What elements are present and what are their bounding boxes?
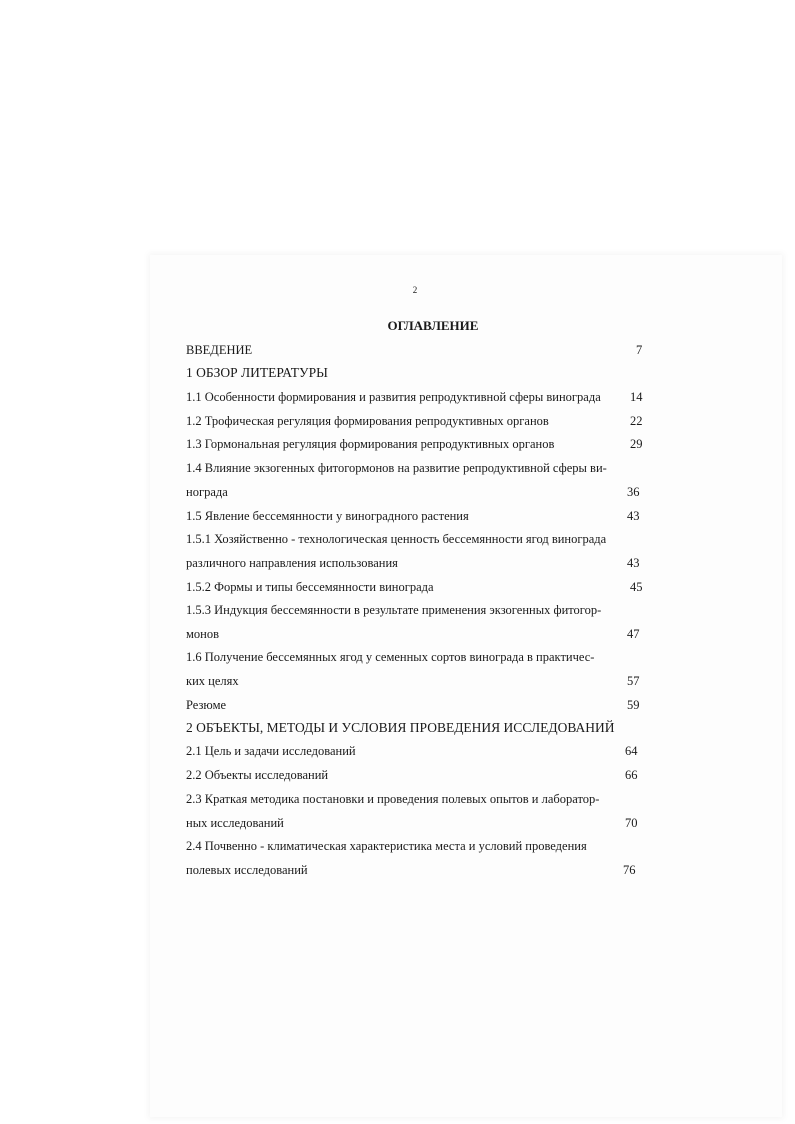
toc-line-text: 2.2 Объекты исследований	[186, 768, 329, 782]
page-number: 2	[412, 285, 418, 295]
toc-line-text: 2.1 Цель и задачи исследований	[186, 744, 356, 758]
toc-line-text: 1.5.2 Формы и типы бессемянности винограда	[186, 580, 434, 594]
toc-line	[186, 861, 646, 879]
toc-line	[186, 578, 646, 596]
toc-line	[186, 766, 646, 784]
toc-line-page: 64	[625, 744, 638, 758]
toc-line-page: 36	[627, 485, 640, 499]
toc-line-page: 22	[630, 414, 643, 428]
toc-line-text: 1.1 Особенности формирования и развития репродуктивной сферы винограда	[186, 390, 601, 404]
toc-line-text: 2.4 Почвенно - климатическая характеристика места и условий проведения	[186, 839, 587, 853]
toc-line-page: 14	[630, 390, 643, 404]
toc-line	[186, 412, 646, 430]
toc-line	[186, 459, 646, 477]
toc-title: ОГЛАВЛЕНИЕ	[387, 318, 479, 333]
toc-line	[186, 648, 646, 666]
toc-line-text: монов	[186, 627, 220, 641]
toc-line-text: 1.4 Влияние экзогенных фитогормонов на развитие репродуктивной сферы ви-	[186, 461, 607, 475]
toc-line-text: 1 ОБЗОР ЛИТЕРАТУРЫ	[186, 365, 328, 380]
toc-line	[186, 696, 646, 714]
toc-line-page: 29	[630, 437, 643, 451]
toc-line-text: 1.5.3 Индукция бессемянности в результате применения экзогенных фитогор-	[186, 603, 602, 617]
toc-line	[186, 388, 646, 406]
toc-line-page: 66	[625, 768, 638, 782]
toc-line-text: ких целях	[186, 674, 239, 688]
toc-line	[186, 814, 646, 832]
toc-line-text: 2 ОБЪЕКТЫ, МЕТОДЫ И УСЛОВИЯ ПРОВЕДЕНИЯ ИССЛЕДОВАНИЙ	[186, 720, 615, 735]
toc-line-text: 1.2 Трофическая регуляция формирования репродуктивных органов	[186, 414, 549, 428]
toc-line-text: 1.6 Получение бессемянных ягод у семенных сортов винограда в практичес-	[186, 650, 595, 664]
toc-line-text: 2.3 Краткая методика постановки и проведения полевых опытов и лаборатор-	[186, 792, 600, 806]
toc-line	[186, 837, 646, 855]
toc-line	[186, 742, 646, 760]
toc-line	[186, 507, 646, 525]
toc-line-page: 7	[636, 343, 643, 357]
toc-line	[186, 341, 646, 359]
toc-line	[186, 672, 646, 690]
toc-line	[186, 601, 646, 619]
toc-line-text: различного направления использования	[186, 556, 398, 570]
toc-line-page: 70	[625, 816, 638, 830]
toc-line-text: 1.5 Явление бессемянности у виноградного растения	[186, 509, 469, 523]
toc-line	[186, 364, 646, 382]
toc-line	[186, 790, 646, 808]
toc-line-page: 47	[627, 627, 640, 641]
toc-line	[186, 483, 646, 501]
toc-line	[186, 530, 646, 548]
toc-line-text: Резюме	[186, 698, 227, 712]
toc-line-page: 43	[627, 556, 640, 570]
toc-line-text: полевых исследований	[186, 863, 308, 877]
toc-line-page: 43	[627, 509, 640, 523]
toc-line-text: ных исследований	[186, 816, 284, 830]
toc-line	[186, 435, 646, 453]
toc-line-page: 45	[630, 580, 643, 594]
toc-line	[186, 719, 646, 737]
toc-line-page: 76	[623, 863, 636, 877]
toc-line	[186, 554, 646, 572]
toc-line-page: 59	[627, 698, 640, 712]
toc-line-text: 1.5.1 Хозяйственно - технологическая ценность бессемянности ягод винограда	[186, 532, 607, 546]
toc-line-page: 57	[627, 674, 640, 688]
toc-line-text: ВВЕДЕНИЕ	[186, 343, 253, 357]
toc-line	[186, 625, 646, 643]
toc-line-text: нограда	[186, 485, 228, 499]
toc-line-text: 1.3 Гормональная регуляция формирования репродуктивных органов	[186, 437, 555, 451]
